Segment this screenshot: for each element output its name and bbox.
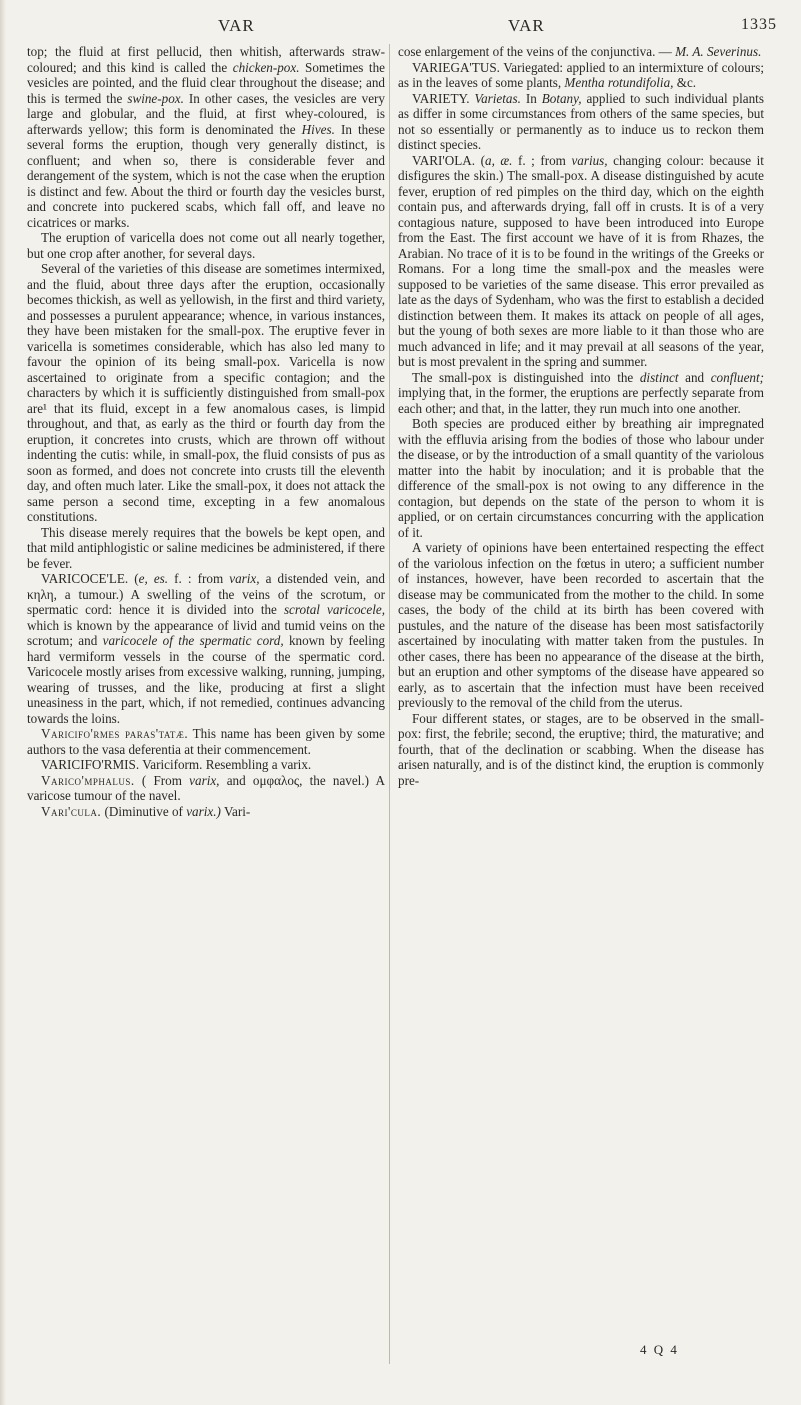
entry-headword: Varico'mphalus. [41, 772, 135, 788]
entry-headword: Vari'cula. [41, 803, 102, 819]
header-middle-word: VAR [508, 16, 545, 35]
entry-varicula: Vari'cula. (Diminutive of varix.) Vari- [41, 803, 251, 819]
entry-variola: VARI'OLA. (a, æ. f. ; from varius, changing colour: because it disfigures the skin.) The small-pox. A disease distinguished by acute fever, eruption of red pimples on the third day, which on the eighth contain pus, and afterwards drying, fall off in crusts. It is of a very contagious nature, supposed to have been introduced into Europe from the East. The first account we have of it is from Rhazes, the Arabian. No trace of it is to be found in the writings of the Greeks or Romans. For a long time the small-pox and the measles were supposed to be varieties of the same disease. This error prevailed as late as the days of Sydenham, who was the first to establish a decided distinction between them. It makes its attack on people of all ages, but the young of both sexes are more liable to it than those who are much advanced in life; and it may prevail at all seasons of the year, but is most prevalent in the spring and summer. [398, 152, 764, 369]
left-column [27, 44, 385, 819]
entry-headword: VARICIFO'RMIS. [41, 757, 140, 772]
entry-variciformis: VARICIFO'RMIS. Variciform. Resembling a varix. [41, 757, 312, 772]
entry-headword: Varicifo'rmes paras'tatæ. [41, 726, 189, 741]
page-number: 1335 [741, 16, 777, 33]
entry-variegatus: VARIEGA'TUS. Variegated: applied to an intermixture of colours; as in the leaves of some plants, Mentha rotundifolia, &c. [398, 59, 764, 90]
signature-mark: 4 Q 4 [640, 1342, 679, 1357]
variola-paragraph-foetus: A variety of opinions have been entertained respecting the effect of the variolous infection on the fœtus in utero; a sufficient number of instances, however, have been recorded to ascertain that the disease may be communicated from the mother to the child. In some cases, the body of the child at its birth has been covered with pustules, and the nature of the disease has been most satisfactorily ascertained by inoculating with matter taken from the pustules. In other cases, there has been no appearance of the disease at the birth, but an eruption and other symptoms of the disease have appeared so early, as to ascertain that the infection must have been received previously to the removal of the child from the uterus. [398, 540, 764, 710]
entry-variety: VARIETY. Varietas. In Botany, applied to such individual plants as differ in some circumstances from others of the same species, but not so essentially or permanently as to induce us to reckon them distinct species. [398, 90, 764, 152]
varicula-continuation: cose enlargement of the veins of the conjunctiva. — M. A. Severinus. [398, 44, 762, 59]
running-header [0, 6, 801, 35]
varicella-paragraph-2: The eruption of varicella does not come out all nearly together, but one crop after another, for several days. [27, 230, 385, 261]
header-left-word: VAR [218, 16, 255, 35]
varicella-paragraph-1: top; the fluid at first pellucid, then whitish, afterwards straw-coloured; and this kind is called the chicken-pox. Sometimes the vesicles are pointed, and the fluid clear throughout the disease; and this is termed the swine-pox. In other cases, the vesicles are very large and globular, and the fluid, at first whey-coloured, is afterwards yellow; this form is denominated the Hives. In these several forms the eruption, though very generally distinct, is confluent; and when so, there is considerable fever and derangement of the system, which is not the case when the eruption is distinct and few. About the third or fourth day the vesicles burst, and concrete into puckered scabs, which fall off, and leave no cicatrices or marks. [27, 44, 386, 230]
variola-paragraph-species: Both species are produced either by breathing air impregnated with the effluvia arising from the bodies of those who labour under the disease, or by the introduction of a small quantity of the variolous matter into the habit by inoculation; and it is probable that the difference of the small-pox is not owing to any difference in the contagion, but depends on the state of the person to whom it is applied, or on certain circumstances concurring with the application of it. [398, 416, 764, 540]
varicella-paragraph-4: This disease merely requires that the bowels be kept open, and that mild antiphlogistic or saline medicines be administered, if there be fever. [27, 524, 385, 571]
page-edge-shadow [0, 0, 6, 1405]
entry-varicomphalus: Varico'mphalus. ( From varix, and ομφαλος, the navel.) A varicose tumour of the navel. [27, 772, 385, 803]
entry-headword: VARIEGA'TUS. [412, 59, 500, 75]
column-rule [389, 44, 390, 1364]
entry-varicocele: VARICOCE'LE. (e, es. f. : from varix, a distended vein, and κηλη, a tumour.) A swelling of the veins of the scrotum, or spermatic cord: hence it is divided into the scrotal varicocele, which is known by the appearance of livid and tumid veins on the scrotum; and varicocele of the spermatic cord, known by feeling hard vermiform vessels in the course of the spermatic cord. Varicocele mostly arises from excessive walking, running, jumping, wearing of trusses, and the like, producing at first a slight uneasiness in the part, which, if not remedied, continues advancing towards the loins. [27, 571, 385, 726]
entry-headword: VARICOCE'LE. [41, 571, 129, 586]
varicella-paragraph-3: Several of the varieties of this disease are sometimes intermixed, and the fluid, about three days after the eruption, occasionally becomes thickish, as well as yellowish, in the first and third variety, and possesses a purulent appearance; whence, in various instances, they have been mistaken for the small-pox. The eruptive fever in varicella is sometimes considerable, which has also led many to favour the opinion of its being small-pox. Varicella is now ascertained to originate from a specific contagion; and the characters by which it is sufficiently distinguished from small-pox are¹ that its fluid, except in a few anomalous cases, is limpid throughout, and that, as early as the third or fourth day from the eruption, it concretes into crusts, which are thrown off without indenting the cutis: while, in small-pox, the fluid consists of pus as soon as formed, and does not concrete into crusts till the eleventh day, and often much later. Like the small-pox, it does not attack the same person a second time, excepting in a few anomalous constitutions. [27, 261, 385, 524]
entry-headword: VARIETY. [412, 90, 470, 106]
entry-headword: VARI'OLA. [412, 152, 476, 168]
right-column [398, 44, 764, 788]
variola-paragraph-stages: Four different states, or stages, are to be observed in the small-pox: first, the febrile; second, the eruptive; third, the maturative; and fourth, that of the declination or scabbing. When the disease has arisen naturally, and is of the distinct kind, the eruption is commonly pre- [398, 710, 764, 788]
variola-paragraph-distinct-confluent: The small-pox is distinguished into the distinct and confluent; implying that, in the former, the eruptions are perfectly separate from each other; and that, in the latter, they run much into one another. [398, 369, 764, 416]
entry-variciformes-parastatae: Varicifo'rmes paras'tatæ. This name has been given by some authors to the vasa deferentia at their commencement. [27, 726, 385, 757]
